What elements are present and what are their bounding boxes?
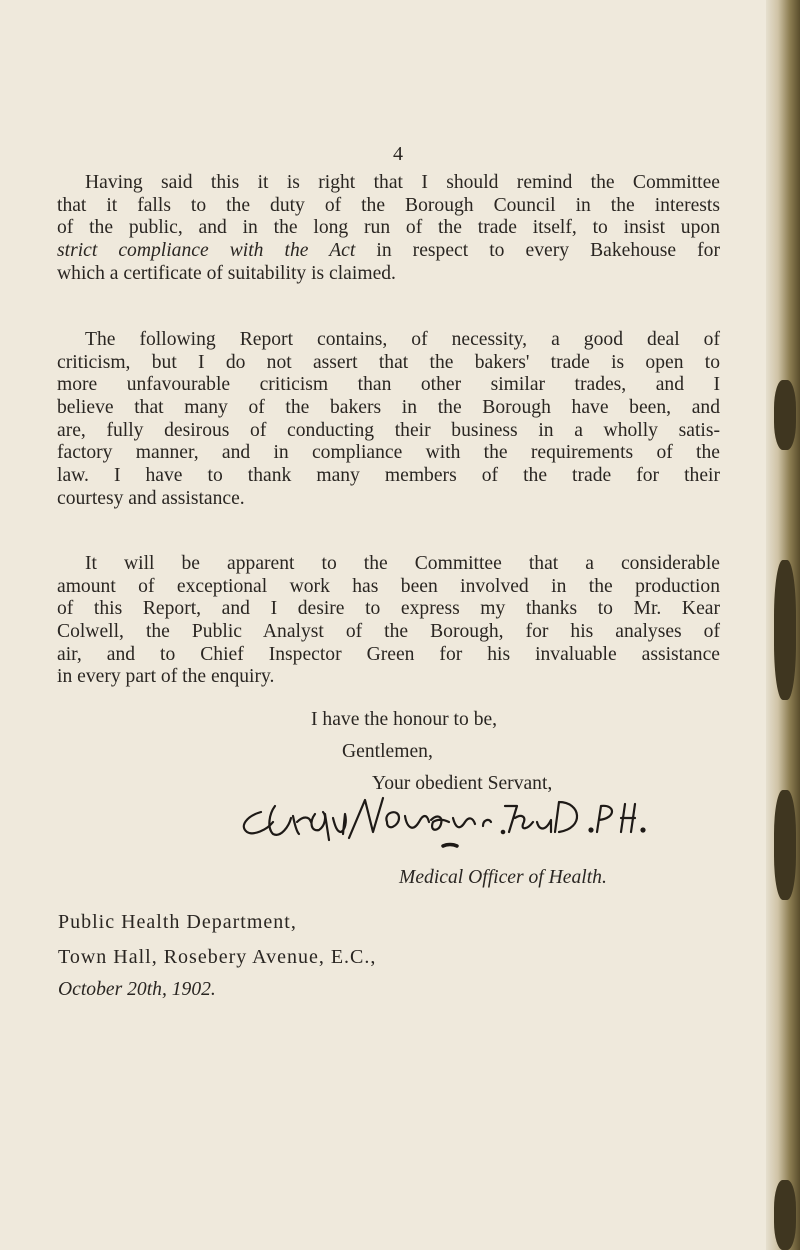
page-number: 4 bbox=[393, 143, 403, 165]
text-line: amount of exceptional work has been involved in the production bbox=[57, 575, 720, 597]
text-line: that it falls to the duty of the Borough Council in the interests bbox=[57, 194, 720, 216]
text-line: which a certificate of suitability is claimed. bbox=[57, 262, 396, 284]
text-line: strict compliance with the Act in respect to every Bakehouse for bbox=[57, 240, 720, 262]
text-line: factory manner, and in compliance with the requirements of the bbox=[57, 442, 720, 464]
page-edge-shadow bbox=[766, 0, 800, 1250]
closing-honour: I have the honour to be, bbox=[311, 709, 498, 730]
text-line: criticism, but I do not assert that the bakers' trade is open to bbox=[57, 351, 720, 373]
closing-salutation: Gentlemen, bbox=[342, 741, 433, 762]
text-line: air, and to Chief Inspector Green for his invaluable assistance bbox=[57, 643, 720, 665]
department-address: Town Hall, Rosebery Avenue, E.C., bbox=[58, 946, 377, 968]
text-line: of the public, and in the long run of the trade itself, to insist upon bbox=[57, 217, 720, 239]
text-line: The following Report contains, of necessity, a good deal of bbox=[85, 329, 720, 350]
paragraph-acknowledgements bbox=[57, 553, 720, 689]
text-line: courtesy and assistance. bbox=[57, 487, 245, 509]
officer-title: Medical Officer of Health. bbox=[399, 867, 607, 888]
text-line: believe that many of the bakers in the Borough have been, and bbox=[57, 397, 720, 419]
paragraph-committee-duty bbox=[57, 172, 720, 285]
text-line: in every part of the enquiry. bbox=[57, 666, 275, 688]
text-line: are, fully desirous of conducting their business in a wholly satis- bbox=[57, 419, 720, 441]
report-date: October 20th, 1902. bbox=[58, 979, 216, 1000]
handwritten-signature bbox=[233, 792, 713, 852]
text-line: It will be apparent to the Committee that a considerable bbox=[85, 553, 720, 574]
italic-phrase: strict compliance with the Act bbox=[57, 240, 356, 262]
text-line: Colwell, the Public Analyst of the Borough, for his analyses of bbox=[57, 621, 720, 643]
text-line: law. I have to thank many members of the trade for their bbox=[57, 465, 720, 487]
paragraph-report-criticism bbox=[57, 329, 720, 511]
closing-servant: Your obedient Servant, bbox=[372, 773, 553, 794]
text-line: of this Report, and I desire to express my thanks to Mr. Kear bbox=[57, 598, 720, 620]
text-line: more unfavourable criticism than other similar trades, and I bbox=[57, 374, 720, 396]
department-name: Public Health Department, bbox=[58, 911, 297, 933]
text-line: Having said this it is right that I should remind the Committee bbox=[85, 172, 720, 193]
